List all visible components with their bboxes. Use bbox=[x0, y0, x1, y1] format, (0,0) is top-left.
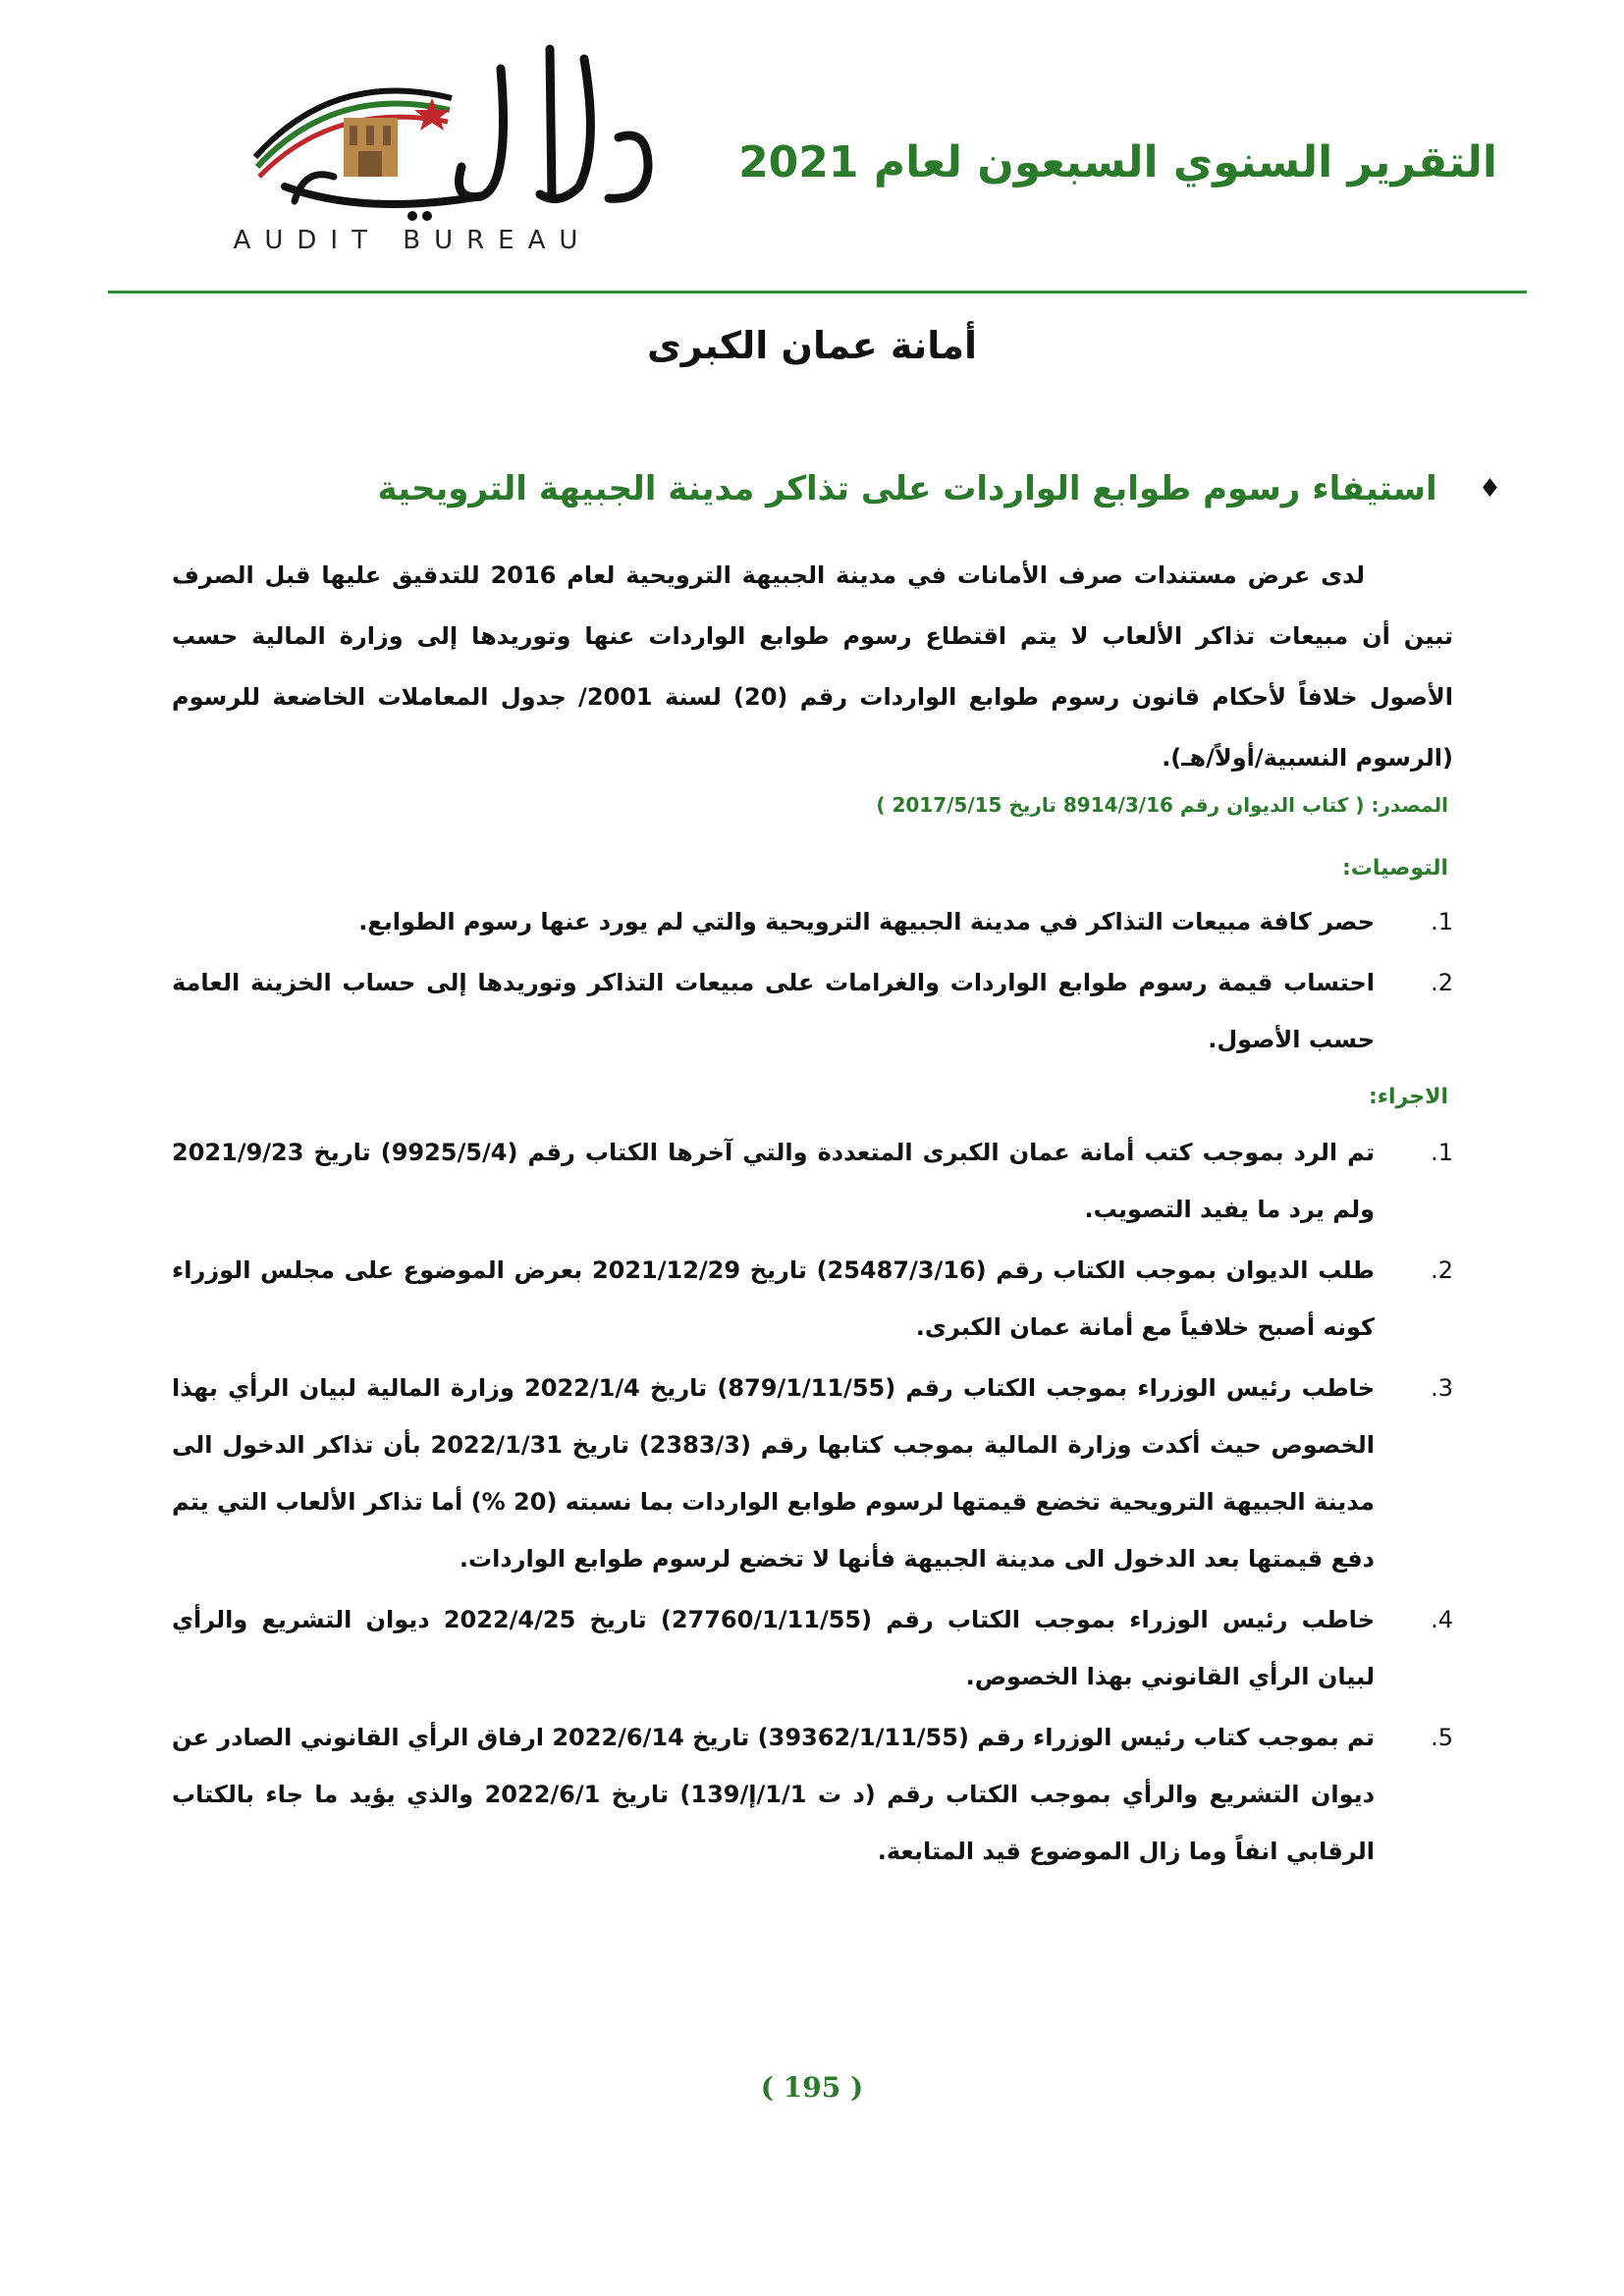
item-text: احتساب قيمة رسوم طوابع الواردات والغرامات على مبيعات التذاكر وتوريدها إلى حساب الخزينة العامة حسب الأصول. bbox=[172, 969, 1375, 1053]
intro-paragraph: لدى عرض مستندات صرف الأمانات في مدينة الجبيهة الترويحية لعام 2016 للتدقيق عليها قبل الصرف تبين أن مبيعات تذاكر الألعاب لا يتم اقتطاع رسوم طوابع الواردات عنها وتوريدها إلى وزارة المالية حسب الأصول خلافاً لأحكام قانون رسوم طوابع الواردات رقم (20) لسنة 2001/ جدول المعاملات الخاضعة للرسوم (الرسوم النسبية/أولاً/هـ). bbox=[172, 561, 1453, 772]
entity-title: أمانة عمان الكبرى bbox=[646, 324, 978, 367]
item-number: 5. bbox=[1431, 1724, 1453, 1751]
item-number: 4. bbox=[1431, 1606, 1453, 1633]
logo-caption: AUDIT BUREAU bbox=[233, 226, 592, 255]
page-header bbox=[108, 29, 1527, 294]
recommendations-list bbox=[172, 893, 1453, 1072]
list-item bbox=[172, 1709, 1453, 1880]
item-number: 2. bbox=[1431, 1256, 1453, 1284]
source-reference: المصدر: ( كتاب الديوان رقم 8914/3/16 تاريخ 2017/5/15 ) bbox=[876, 793, 1448, 817]
item-text: خاطب رئيس الوزراء بموجب الكتاب رقم (27760/1/11/55) تاريخ 2022/4/25 ديوان التشريع والرأي لبيان الرأي القانوني بهذا الخصوص. bbox=[172, 1606, 1375, 1690]
actions-label: الاجراء: bbox=[1368, 1085, 1448, 1109]
list-item bbox=[172, 954, 1453, 1068]
list-item bbox=[172, 1242, 1453, 1356]
actions-list bbox=[172, 1124, 1453, 1884]
list-item bbox=[172, 1591, 1453, 1705]
report-title: التقرير السنوي السبعون لعام 2021 bbox=[738, 137, 1497, 187]
item-text: حصر كافة مبيعات التذاكر في مدينة الجبيهة الترويحية والتي لم يورد عنها رسوم الطوابع. bbox=[358, 908, 1375, 935]
item-text: خاطب رئيس الوزراء بموجب الكتاب رقم (879/1/11/55) تاريخ 2022/1/4 وزارة المالية لبيان الرأي بهذا الخصوص حيث أكدت وزارة المالية بموجب كتابها رقم (2383/3) تاريخ 2022/1/31 بأن تذاكر الدخول الى مدينة الجبيهة الترويحية تخضع قيمتها لرسوم طوابع الواردات بما نسبته (20 %) أما تذاكر الألعاب التي يتم دفع قيمتها بعد الدخول الى مدينة الجبيهة فأنها لا تخضع لرسوم طوابع الواردات. bbox=[172, 1374, 1376, 1573]
list-item bbox=[172, 893, 1453, 950]
page-number: ( 195 ) bbox=[760, 2071, 864, 2104]
item-text: تم الرد بموجب كتب أمانة عمان الكبرى المتعددة والتي آخرها الكتاب رقم (9925/5/4) تاريخ 2021/9/23 ولم يرد ما يفيد التصويب. bbox=[172, 1139, 1375, 1223]
diamond-bullet-icon: ♦ bbox=[1478, 474, 1501, 504]
list-item bbox=[172, 1360, 1453, 1587]
item-number: 1. bbox=[1431, 1139, 1453, 1166]
item-number: 3. bbox=[1431, 1374, 1453, 1402]
item-number: 1. bbox=[1431, 908, 1453, 935]
section-heading-text: استيفاء رسوم طوابع الواردات على تذاكر مدينة الجبيهة الترويحية bbox=[377, 469, 1437, 508]
header-divider bbox=[108, 291, 1527, 294]
list-item bbox=[172, 1124, 1453, 1238]
item-text: طلب الديوان بموجب الكتاب رقم (25487/3/16) تاريخ 2021/12/29 بعرض الموضوع على مجلس الوزراء كونه أصبح خلافياً مع أمانة عمان الكبرى. bbox=[172, 1256, 1376, 1341]
section-heading bbox=[378, 469, 1501, 508]
item-text: تم بموجب كتاب رئيس الوزراء رقم (39362/1/11/55) تاريخ 2022/6/14 ارفاق الرأي القانوني الصادر عن ديوان التشريع والرأي بموجب الكتاب رقم (د ت 1/1/إ/139) تاريخ 2022/6/1 والذي يؤيد ما جاء بالكتاب الرقابي انفاً وما زال الموضوع قيد المتابعة. bbox=[172, 1724, 1376, 1865]
recommendations-label: التوصيات: bbox=[1342, 856, 1448, 881]
item-number: 2. bbox=[1431, 969, 1453, 996]
